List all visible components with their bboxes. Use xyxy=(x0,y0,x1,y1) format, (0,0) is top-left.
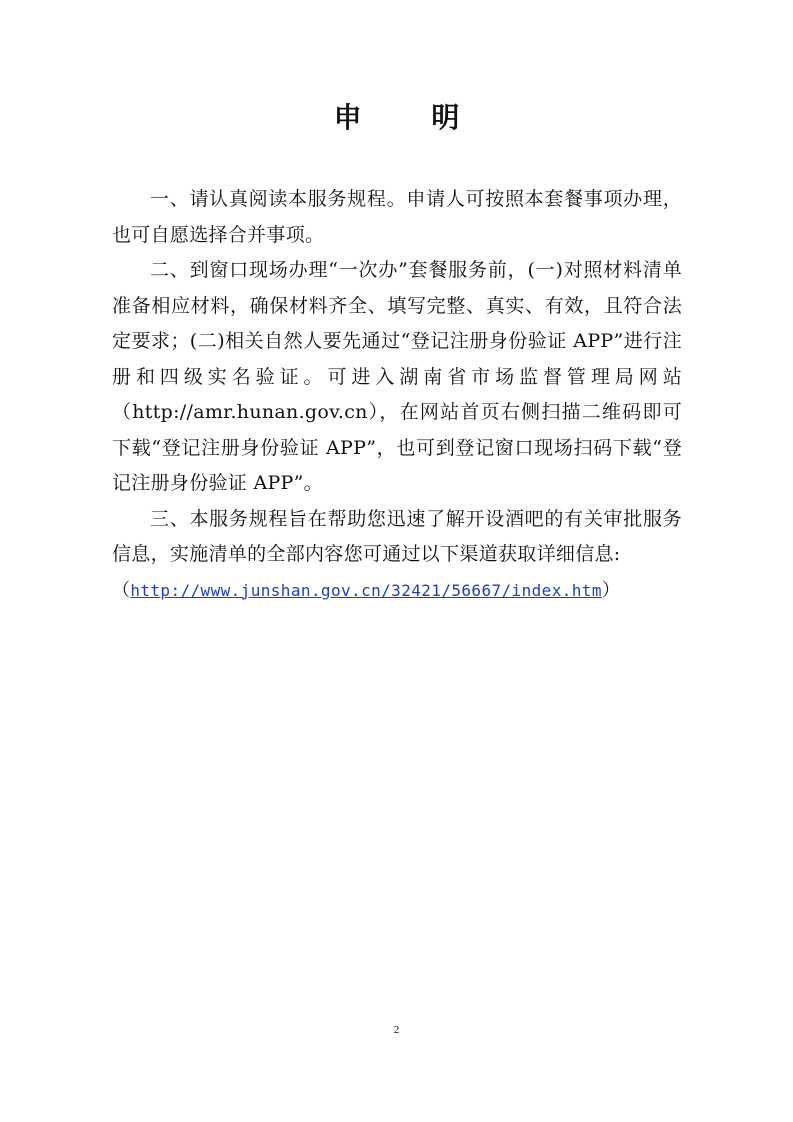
paragraph-2: 二、到窗口现场办理“一次办”套餐服务前，(一)对照材料清单准备相应材料，确保材料齐全、填写完整、真实、有效，且符合法定要求；(二)相关自然人要先通过“登记注册身份验证 APP”进行注册和四级实名验证。可进入湖南省市场监督管理局网站（http://amr.hunan.gov.cn），在网站首页右侧扫描二维码即可下载“登记注册身份验证 APP”，也可到登记窗口现场扫码下载“登记注册身份验证 APP”。 xyxy=(112,259,682,494)
link-line xyxy=(112,573,682,609)
close-paren: ） xyxy=(601,579,621,601)
page-number: 2 xyxy=(393,1024,400,1036)
statement-body xyxy=(112,182,682,608)
paragraph-1: 一、请认真阅读本服务规程。申请人可按照本套餐事项办理，也可自愿选择合并事项。 xyxy=(112,188,682,246)
junshan-url-link[interactable]: http://www.junshan.gov.cn/32421/56667/index.htm xyxy=(130,580,602,600)
open-paren: （ xyxy=(112,579,131,601)
paragraph-3: 三、本服务规程旨在帮助您迅速了解开设酒吧的有关审批服务信息，实施清单的全部内容您可通过以下渠道获取详细信息: xyxy=(112,507,682,565)
page-title: 申 明 xyxy=(333,101,490,134)
